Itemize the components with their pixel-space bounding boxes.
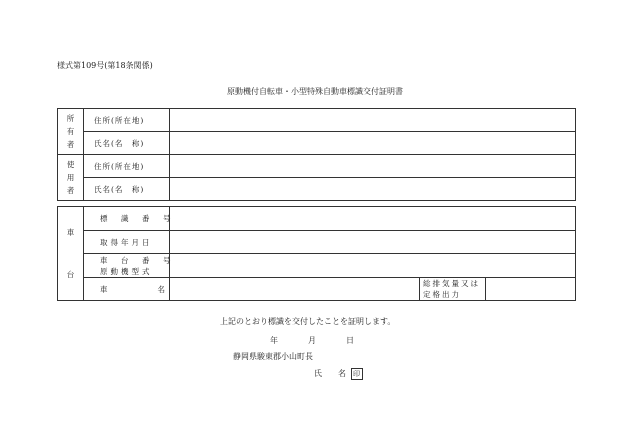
- signature-name-label: 氏 名: [314, 369, 346, 378]
- table-row: [58, 155, 576, 178]
- acquired-date-field[interactable]: [170, 231, 576, 254]
- table-row: [58, 278, 576, 301]
- acquired-date-label: 取得年月日: [84, 231, 170, 254]
- user-name-field[interactable]: [170, 178, 576, 201]
- owner-name-label: 氏名(名 称): [84, 132, 170, 155]
- chassis-engine-field[interactable]: [170, 254, 576, 278]
- displacement-field[interactable]: [486, 278, 576, 301]
- engine-model-label: 原動機型式: [100, 266, 153, 276]
- day-label: 日: [346, 336, 354, 345]
- signature-line: [314, 368, 363, 380]
- displacement-label: 総排気量又は 定格出力: [420, 278, 486, 301]
- user-address-label: 住所(所在地): [84, 155, 170, 178]
- plate-number-label: 標 識 番 号: [84, 207, 170, 231]
- table-row: [58, 132, 576, 155]
- table-row: [58, 254, 576, 278]
- issuer-title: 静岡県駿東郡小山町長: [233, 352, 313, 361]
- issue-date: [270, 335, 384, 346]
- car-name-field[interactable]: [170, 278, 420, 301]
- year-label: 年: [270, 336, 278, 345]
- chassis-engine-label: [84, 254, 174, 278]
- vehicle-group-label: 車 台: [58, 207, 84, 301]
- user-group-label: 使 用 者: [58, 155, 84, 201]
- owner-group-label: 所 有 者: [58, 109, 84, 155]
- user-name-label: 氏名(名 称): [84, 178, 170, 201]
- owner-address-label: 住所(所在地): [84, 109, 170, 132]
- owner-address-field[interactable]: [170, 109, 576, 132]
- owner-name-field[interactable]: [170, 132, 576, 155]
- owner-user-table: [57, 108, 576, 201]
- table-row: [58, 109, 576, 132]
- vehicle-table: [57, 206, 576, 301]
- table-row: [58, 178, 576, 201]
- document-title: 原動機付自転車・小型特殊自動車標識交付証明書: [227, 87, 403, 96]
- month-label: 月: [308, 336, 316, 345]
- seal-mark: 印: [351, 368, 363, 380]
- table-row: [58, 231, 576, 254]
- table-row: [58, 207, 576, 231]
- chassis-number-label: 車 台 番 号: [100, 255, 174, 265]
- car-name-label: 車 名: [84, 278, 170, 301]
- plate-number-field[interactable]: [170, 207, 576, 231]
- user-address-field[interactable]: [170, 155, 576, 178]
- form-number: 様式第109号(第18条関係): [57, 61, 153, 70]
- certification-text: 上記のとおり標識を交付したことを証明します。: [220, 317, 396, 326]
